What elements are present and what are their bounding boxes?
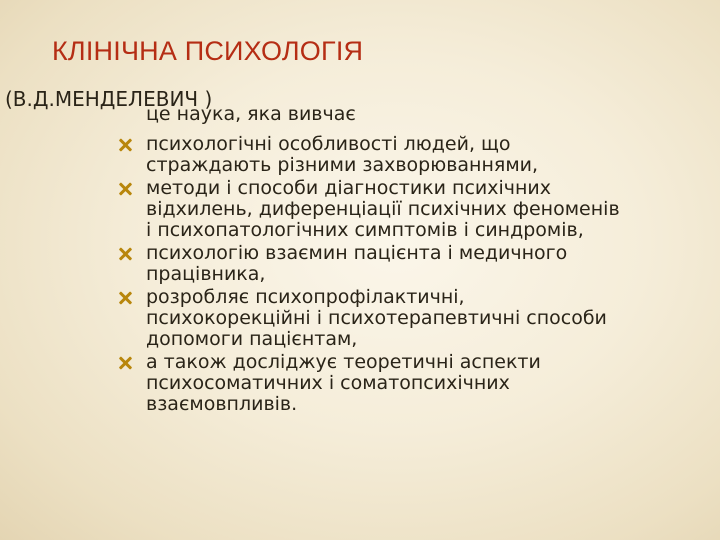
x-mark-bullet-icon	[118, 291, 132, 305]
bullet-list	[118, 134, 718, 417]
item-line: і психопатологічних симптомів і синдромів,	[146, 219, 584, 241]
list-item	[118, 134, 718, 176]
item-line: страждають різними захворюваннями,	[146, 154, 539, 176]
item-line: психологічні особливості людей, що	[146, 133, 511, 155]
x-mark-bullet-icon	[118, 138, 132, 152]
author-reference: (В.Д.МЕНДЕЛЕВИЧ )	[5, 87, 213, 111]
lead-text: це наука, яка вивчає	[146, 103, 356, 125]
item-line: відхилень, диференціації психічних феноменів	[146, 198, 620, 220]
x-mark-bullet-icon	[118, 247, 132, 261]
item-line: взаємовпливів.	[146, 393, 298, 415]
item-line: розробляє психопрофілактичні,	[146, 286, 465, 308]
item-line: методи і способи діагностики психічних	[146, 177, 552, 199]
list-item	[118, 243, 718, 285]
item-line: психологію взаємин пацієнта і медичного	[146, 242, 568, 264]
list-item	[118, 287, 718, 350]
item-line: психосоматичних і соматопсихічних	[146, 372, 510, 394]
item-line: а також досліджує теоретичні аспекти	[146, 351, 541, 373]
item-line: психокорекційні і психотерапевтичні способи	[146, 307, 607, 329]
slide-title: КЛІНІЧНА ПСИХОЛОГІЯ	[52, 36, 364, 66]
item-line: працівника,	[146, 263, 266, 285]
list-item	[118, 352, 718, 415]
x-mark-bullet-icon	[118, 182, 132, 196]
item-line: допомоги пацієнтам,	[146, 328, 358, 350]
x-mark-bullet-icon	[118, 356, 132, 370]
list-item	[118, 178, 718, 241]
